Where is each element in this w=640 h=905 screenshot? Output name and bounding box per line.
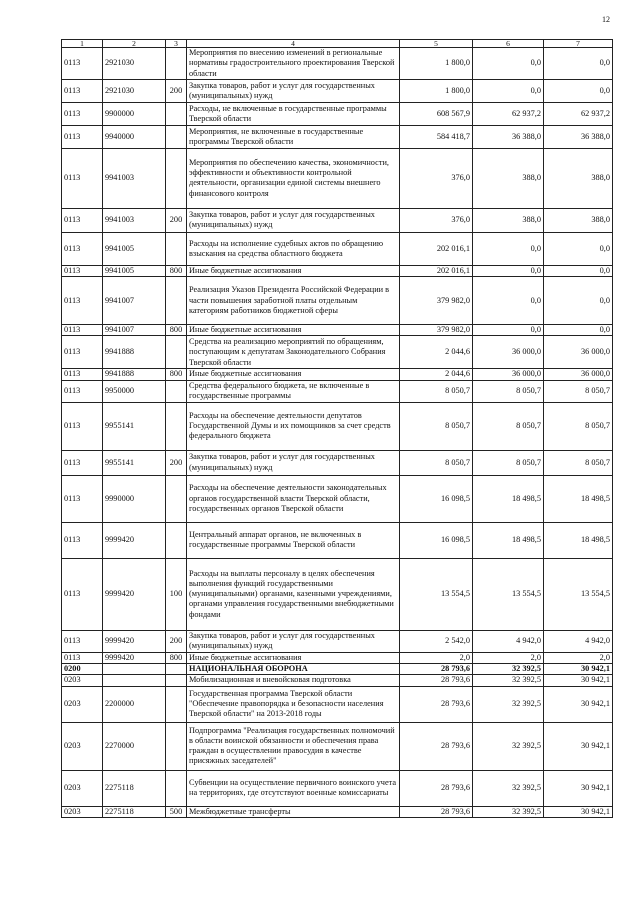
target-article: 9900000 xyxy=(103,102,166,125)
table-row xyxy=(62,402,613,450)
section-code: 0113 xyxy=(62,369,103,380)
amount-year-1: 16 098,5 xyxy=(400,475,473,522)
target-article xyxy=(103,664,166,675)
item-name: Мероприятия, не включенные в государственные программы Тверской области xyxy=(187,125,400,148)
item-name: Субвенции на осуществление первичного воинского учета на территориях, где отсутствуют военные комиссариаты xyxy=(187,770,400,806)
amount-year-3: 18 498,5 xyxy=(544,522,613,558)
table-row xyxy=(62,208,613,232)
target-article: 9941007 xyxy=(103,277,166,325)
amount-year-2: 388,0 xyxy=(473,208,544,232)
amount-year-1: 8 050,7 xyxy=(400,402,473,450)
amount-year-3: 30 942,1 xyxy=(544,664,613,675)
item-name: Государственная программа Тверской области "Обеспечение правопорядка и безопасности населения Тверской области" на 2013-2018 годы xyxy=(187,686,400,722)
expense-type xyxy=(166,102,187,125)
target-article: 9941888 xyxy=(103,369,166,380)
header-cell: 2 xyxy=(103,40,166,48)
amount-year-1: 584 418,7 xyxy=(400,125,473,148)
amount-year-1: 2,0 xyxy=(400,652,473,663)
table-row xyxy=(62,652,613,663)
section-code: 0113 xyxy=(62,125,103,148)
target-article: 2270000 xyxy=(103,722,166,770)
amount-year-3: 30 942,1 xyxy=(544,675,613,686)
section-code: 0113 xyxy=(62,208,103,232)
item-name: Реализация Указов Президента Российской Федерации в части повышения заработной платы отдельным категориям работников бюджетной сферы xyxy=(187,277,400,325)
item-name: Мероприятия по внесению изменений в региональные нормативы градостроительного проектирования Тверской области xyxy=(187,48,400,80)
table-row xyxy=(62,369,613,380)
amount-year-2: 13 554,5 xyxy=(473,558,544,630)
amount-year-2: 0,0 xyxy=(473,325,544,336)
amount-year-1: 376,0 xyxy=(400,148,473,208)
amount-year-1: 28 793,6 xyxy=(400,664,473,675)
expense-type xyxy=(166,664,187,675)
table-row xyxy=(62,102,613,125)
amount-year-1: 13 554,5 xyxy=(400,558,473,630)
item-name: Закупка товаров, работ и услуг для государственных (муниципальных) нужд xyxy=(187,208,400,232)
amount-year-1: 8 050,7 xyxy=(400,380,473,402)
amount-year-1: 2 044,6 xyxy=(400,336,473,369)
header-cell: 6 xyxy=(473,40,544,48)
expense-type: 200 xyxy=(166,630,187,652)
expense-type: 200 xyxy=(166,79,187,102)
amount-year-2: 18 498,5 xyxy=(473,522,544,558)
target-article: 9940000 xyxy=(103,125,166,148)
header-cell: 4 xyxy=(187,40,400,48)
amount-year-3: 30 942,1 xyxy=(544,806,613,817)
expense-type xyxy=(166,675,187,686)
amount-year-1: 1 800,0 xyxy=(400,79,473,102)
item-name: Межбюджетные трансферты xyxy=(187,806,400,817)
amount-year-3: 8 050,7 xyxy=(544,402,613,450)
amount-year-2: 0,0 xyxy=(473,79,544,102)
table-row xyxy=(62,48,613,80)
amount-year-1: 202 016,1 xyxy=(400,232,473,265)
expense-type: 800 xyxy=(166,652,187,663)
amount-year-1: 28 793,6 xyxy=(400,686,473,722)
amount-year-2: 0,0 xyxy=(473,48,544,80)
section-code: 0113 xyxy=(62,232,103,265)
section-code: 0113 xyxy=(62,450,103,475)
header-cell: 5 xyxy=(400,40,473,48)
amount-year-2: 62 937,2 xyxy=(473,102,544,125)
target-article: 9941003 xyxy=(103,208,166,232)
target-article: 9941003 xyxy=(103,148,166,208)
amount-year-3: 8 050,7 xyxy=(544,380,613,402)
table-body xyxy=(62,40,613,818)
amount-year-1: 376,0 xyxy=(400,208,473,232)
target-article: 9999420 xyxy=(103,522,166,558)
item-name: Расходы на обеспечение деятельности законодательных органов государственной власти Тверской области, государственных органов Тверской области xyxy=(187,475,400,522)
expense-type xyxy=(166,475,187,522)
target-article: 9941888 xyxy=(103,336,166,369)
target-article: 2275118 xyxy=(103,806,166,817)
amount-year-1: 202 016,1 xyxy=(400,265,473,276)
table-row xyxy=(62,522,613,558)
item-name: Средства на реализацию мероприятий по обращениям, поступающим к депутатам Законодательного Собрания Тверской области xyxy=(187,336,400,369)
table-row xyxy=(62,675,613,686)
table-row xyxy=(62,450,613,475)
expense-type: 800 xyxy=(166,265,187,276)
table-row xyxy=(62,664,613,675)
amount-year-2: 32 392,5 xyxy=(473,770,544,806)
amount-year-3: 30 942,1 xyxy=(544,722,613,770)
header-cell: 7 xyxy=(544,40,613,48)
target-article: 9950000 xyxy=(103,380,166,402)
item-name: НАЦИОНАЛЬНАЯ ОБОРОНА xyxy=(187,664,400,675)
amount-year-2: 388,0 xyxy=(473,148,544,208)
amount-year-1: 28 793,6 xyxy=(400,770,473,806)
amount-year-3: 18 498,5 xyxy=(544,475,613,522)
amount-year-1: 8 050,7 xyxy=(400,450,473,475)
amount-year-1: 379 982,0 xyxy=(400,277,473,325)
amount-year-1: 28 793,6 xyxy=(400,806,473,817)
item-name: Подпрограмма "Реализация государственных полномочий в области воинской обязанности и обеспечения права граждан в осуществлении правосудия в качестве присяжных заседателей" xyxy=(187,722,400,770)
amount-year-2: 0,0 xyxy=(473,232,544,265)
table-row xyxy=(62,475,613,522)
item-name: Расходы, не включенные в государственные программы Тверской области xyxy=(187,102,400,125)
table-row xyxy=(62,630,613,652)
target-article: 9955141 xyxy=(103,402,166,450)
expense-type: 200 xyxy=(166,208,187,232)
amount-year-1: 608 567,9 xyxy=(400,102,473,125)
expense-type xyxy=(166,402,187,450)
target-article xyxy=(103,675,166,686)
amount-year-2: 32 392,5 xyxy=(473,806,544,817)
amount-year-3: 36 000,0 xyxy=(544,369,613,380)
amount-year-3: 2,0 xyxy=(544,652,613,663)
amount-year-2: 36 000,0 xyxy=(473,369,544,380)
header-cell: 3 xyxy=(166,40,187,48)
table-row xyxy=(62,806,613,817)
amount-year-3: 8 050,7 xyxy=(544,450,613,475)
page-number: 12 xyxy=(602,15,610,24)
expense-type xyxy=(166,48,187,80)
amount-year-3: 30 942,1 xyxy=(544,686,613,722)
amount-year-2: 0,0 xyxy=(473,265,544,276)
amount-year-3: 388,0 xyxy=(544,208,613,232)
amount-year-3: 0,0 xyxy=(544,48,613,80)
target-article: 9990000 xyxy=(103,475,166,522)
amount-year-1: 28 793,6 xyxy=(400,675,473,686)
target-article: 9941005 xyxy=(103,232,166,265)
amount-year-3: 62 937,2 xyxy=(544,102,613,125)
amount-year-2: 0,0 xyxy=(473,277,544,325)
expense-type xyxy=(166,125,187,148)
amount-year-1: 28 793,6 xyxy=(400,722,473,770)
amount-year-2: 36 388,0 xyxy=(473,125,544,148)
amount-year-2: 8 050,7 xyxy=(473,450,544,475)
budget-table xyxy=(61,39,613,818)
target-article: 9941007 xyxy=(103,325,166,336)
expense-type xyxy=(166,336,187,369)
section-code: 0113 xyxy=(62,277,103,325)
amount-year-1: 379 982,0 xyxy=(400,325,473,336)
table-row xyxy=(62,125,613,148)
section-code: 0113 xyxy=(62,475,103,522)
target-article: 9999420 xyxy=(103,558,166,630)
amount-year-1: 2 542,0 xyxy=(400,630,473,652)
item-name: Расходы на исполнение судебных актов по обращению взыскания на средства областного бюджета xyxy=(187,232,400,265)
section-code: 0113 xyxy=(62,522,103,558)
target-article: 9955141 xyxy=(103,450,166,475)
expense-type xyxy=(166,232,187,265)
section-code: 0113 xyxy=(62,265,103,276)
amount-year-3: 0,0 xyxy=(544,232,613,265)
section-code: 0113 xyxy=(62,48,103,80)
section-code: 0200 xyxy=(62,664,103,675)
amount-year-3: 0,0 xyxy=(544,79,613,102)
table-row xyxy=(62,148,613,208)
table-row xyxy=(62,265,613,276)
amount-year-2: 18 498,5 xyxy=(473,475,544,522)
section-code: 0113 xyxy=(62,148,103,208)
item-name: Закупка товаров, работ и услуг для государственных (муниципальных) нужд xyxy=(187,79,400,102)
amount-year-2: 8 050,7 xyxy=(473,380,544,402)
header-row xyxy=(62,40,613,48)
amount-year-1: 2 044,6 xyxy=(400,369,473,380)
target-article: 9999420 xyxy=(103,652,166,663)
item-name: Мобилизационная и вневойсковая подготовка xyxy=(187,675,400,686)
amount-year-1: 1 800,0 xyxy=(400,48,473,80)
expense-type xyxy=(166,686,187,722)
amount-year-2: 32 392,5 xyxy=(473,686,544,722)
amount-year-2: 32 392,5 xyxy=(473,664,544,675)
expense-type xyxy=(166,722,187,770)
item-name: Иные бюджетные ассигнования xyxy=(187,265,400,276)
amount-year-2: 2,0 xyxy=(473,652,544,663)
table-row xyxy=(62,232,613,265)
table-row xyxy=(62,380,613,402)
amount-year-2: 36 000,0 xyxy=(473,336,544,369)
expense-type xyxy=(166,148,187,208)
amount-year-3: 4 942,0 xyxy=(544,630,613,652)
section-code: 0113 xyxy=(62,630,103,652)
amount-year-2: 32 392,5 xyxy=(473,722,544,770)
table-row xyxy=(62,558,613,630)
section-code: 0113 xyxy=(62,336,103,369)
item-name: Закупка товаров, работ и услуг для государственных (муниципальных) нужд xyxy=(187,450,400,475)
section-code: 0113 xyxy=(62,325,103,336)
expense-type xyxy=(166,277,187,325)
item-name: Мероприятия по обеспечению качества, экономичности, эффективности и объективности контрольной деятельности, организации единой системы внешнего финансового контроля xyxy=(187,148,400,208)
target-article: 2921030 xyxy=(103,48,166,80)
target-article: 2921030 xyxy=(103,79,166,102)
section-code: 0113 xyxy=(62,102,103,125)
section-code: 0113 xyxy=(62,402,103,450)
table-row xyxy=(62,277,613,325)
amount-year-3: 0,0 xyxy=(544,325,613,336)
amount-year-3: 388,0 xyxy=(544,148,613,208)
item-name: Расходы на обеспечение деятельности депутатов Государственной Думы и их помощников за счет средств федерального бюджета xyxy=(187,402,400,450)
amount-year-3: 36 000,0 xyxy=(544,336,613,369)
amount-year-3: 0,0 xyxy=(544,265,613,276)
item-name: Иные бюджетные ассигнования xyxy=(187,369,400,380)
amount-year-2: 8 050,7 xyxy=(473,402,544,450)
amount-year-2: 4 942,0 xyxy=(473,630,544,652)
section-code: 0203 xyxy=(62,686,103,722)
amount-year-3: 36 388,0 xyxy=(544,125,613,148)
target-article: 2200000 xyxy=(103,686,166,722)
expense-type xyxy=(166,380,187,402)
section-code: 0113 xyxy=(62,558,103,630)
section-code: 0203 xyxy=(62,806,103,817)
expense-type: 500 xyxy=(166,806,187,817)
item-name: Иные бюджетные ассигнования xyxy=(187,325,400,336)
section-code: 0113 xyxy=(62,652,103,663)
table-row xyxy=(62,336,613,369)
expense-type: 100 xyxy=(166,558,187,630)
section-code: 0203 xyxy=(62,770,103,806)
expense-type: 800 xyxy=(166,325,187,336)
table-row xyxy=(62,686,613,722)
item-name: Иные бюджетные ассигнования xyxy=(187,652,400,663)
table-row xyxy=(62,79,613,102)
target-article: 2275118 xyxy=(103,770,166,806)
expense-type: 200 xyxy=(166,450,187,475)
header-cell: 1 xyxy=(62,40,103,48)
target-article: 9999420 xyxy=(103,630,166,652)
section-code: 0203 xyxy=(62,675,103,686)
table-row xyxy=(62,770,613,806)
expense-type: 800 xyxy=(166,369,187,380)
section-code: 0113 xyxy=(62,79,103,102)
section-code: 0113 xyxy=(62,380,103,402)
table-row xyxy=(62,325,613,336)
target-article: 9941005 xyxy=(103,265,166,276)
item-name: Закупка товаров, работ и услуг для государственных (муниципальных) нужд xyxy=(187,630,400,652)
item-name: Расходы на выплаты персоналу в целях обеспечения выполнения функций государственными (муниципальными) органами, казенными учреждениями, органами управления государственными внебюджетными фондами xyxy=(187,558,400,630)
item-name: Средства федерального бюджета, не включенные в государственные программы xyxy=(187,380,400,402)
amount-year-3: 13 554,5 xyxy=(544,558,613,630)
amount-year-1: 16 098,5 xyxy=(400,522,473,558)
amount-year-3: 30 942,1 xyxy=(544,770,613,806)
amount-year-2: 32 392,5 xyxy=(473,675,544,686)
section-code: 0203 xyxy=(62,722,103,770)
amount-year-3: 0,0 xyxy=(544,277,613,325)
table-row xyxy=(62,722,613,770)
expense-type xyxy=(166,770,187,806)
item-name: Центральный аппарат органов, не включенных в государственные программы Тверской области xyxy=(187,522,400,558)
expense-type xyxy=(166,522,187,558)
